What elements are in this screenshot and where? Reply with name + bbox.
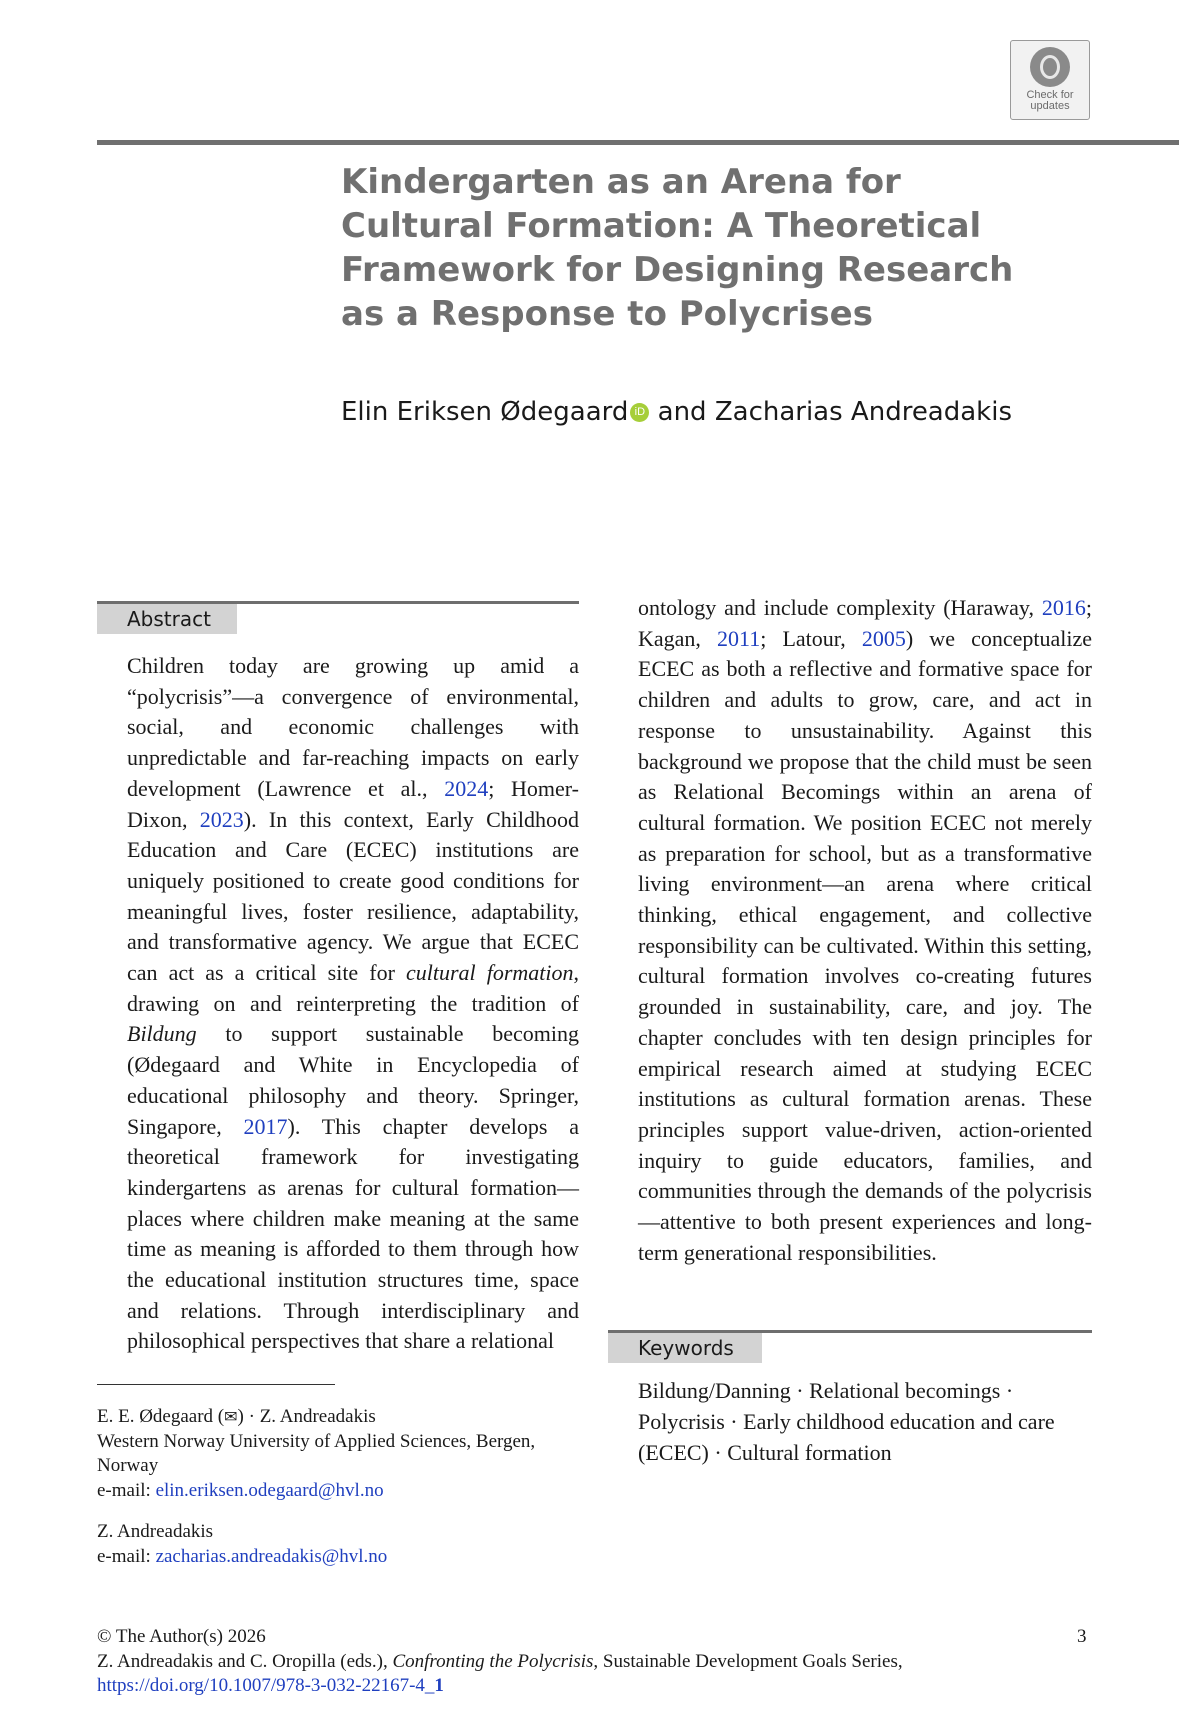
author-2: and Zacharias Andreadakis [649,397,1013,427]
copyright: © The Author(s) 2026 [97,1626,266,1647]
footnote-rule [97,1384,335,1385]
keyword: Bildung/Danning [638,1378,791,1403]
book-title: Confronting the Polycrisis [392,1650,594,1672]
citation-link[interactable]: 2005 [861,625,906,651]
doi-link[interactable]: https://doi.org/10.1007/978-3-032-22167-4_1 [97,1675,444,1696]
abstract-heading: Abstract [97,604,237,634]
keyword: Cultural formation [727,1440,892,1465]
footer: © The Author(s) 2026 Z. Andreadakis and C. Oropilla (eds.), Confronting the Polycrisis, Sustainable Development Goals Series, https://doi.org/10.1007/978-3-032-22167-4_1 [97,1626,903,1696]
citation-link[interactable]: 2011 [717,625,761,651]
badge-label: Check for updates [1026,89,1074,112]
citation-link[interactable]: 2017 [243,1113,288,1139]
crossmark-icon [1030,47,1070,87]
author-line [341,395,1041,429]
keyword: Relational becomings [809,1378,1001,1403]
abstract-text-right: ontology and include complexity (Haraway, 2016; Kagan, 2011; Latour, 2005) we conceptualize ECEC as both a reflective and formative space for children and adults to grow, care, and act in response to unsustainability. Against this background we propose that the child must be seen as Relational Becomings within an arena of cultural formation. We position ECEC not merely as preparation for school, but as a transformative living environment—an arena where critical thinking, ethical engagement, and collective responsibility can be cultivated. Within this setting, cultural formation involves co-creating futures grounded in sustainability, care, and joy. The chapter concludes with ten design principles for empirical research aimed at studying ECEC institutions as cultural formation arenas. These principles support value-driven, action-oriented inquiry to guide educators, families, and communities through the demands of the polycrisis—attentive to both present experiences and long-term generational responsibilities. [638,595,1093,1265]
keywords-list: Bildung/Danning · Relational becomings · Polycrisis · Early childhood education and care (ECEC) · Cultural formation [638,1378,1055,1465]
chapter-title: Kindergarten as an Arena for Cultural Formation: A Theoretical Framework for Designing Research as a Response to Polycrises [341,162,1014,334]
institution: Western Norway University of Applied Sciences, Bergen, Norway [97,1430,536,1476]
mail-icon: ✉ [224,1407,238,1426]
orcid-icon[interactable]: iD [630,403,649,422]
affiliation-block: E. E. Ødegaard (✉) · Z. Andreadakis Western Norway University of Applied Sciences, Bergen, Norway e-mail: elin.eriksen.odegaard@hvl.no [97,1406,536,1501]
keyword: Early childhood education and care (ECEC) [638,1409,1055,1465]
affiliation-block-2: Z. Andreadakis e-mail: zacharias.andreadakis@hvl.no [97,1521,388,1567]
check-for-updates-badge[interactable] [1010,40,1090,120]
keywords-heading: Keywords [608,1333,762,1363]
citation-link[interactable]: 2024 [444,775,489,801]
citation-link[interactable]: 2023 [199,806,244,832]
email-link-1[interactable]: elin.eriksen.odegaard@hvl.no [155,1479,384,1501]
author-1: Elin Eriksen Ødegaard [341,397,629,427]
citation-link[interactable]: 2016 [1041,595,1086,620]
abstract-text-left: Children today are growing up amid a “polycrisis”—a convergence of environmental, social, and economic challenges with unpredictable and far-reaching impacts on early development (Lawrence et al., 2024; Homer-Dixon, 2023). In this context, Early Childhood Education and Care (ECEC) institutions are uniquely positioned to create good conditions for meaningful lives, foster resilience, adaptability, and transformative agency. We argue that ECEC can act as a critical site for cultural formation, drawing on and reinterpreting the tradition of Bildung to support sustainable becoming (Ødegaard and White in Encyclopedia of educational philosophy and theory. Springer, Singapore, 2017). This chapter develops a theoretical framework for investigating kindergartens as arenas for cultural formation—places where children make meaning at the same time as meaning is afforded to them through how the educational institution structures time, space and relations. Through interdisciplinary and philosophical perspectives that share a relational [127,653,580,1354]
header-rule [97,140,1179,145]
keyword: Polycrisis [638,1409,725,1434]
page-number: 3 [1077,1626,1087,1647]
email-link-2[interactable]: zacharias.andreadakis@hvl.no [155,1545,388,1567]
